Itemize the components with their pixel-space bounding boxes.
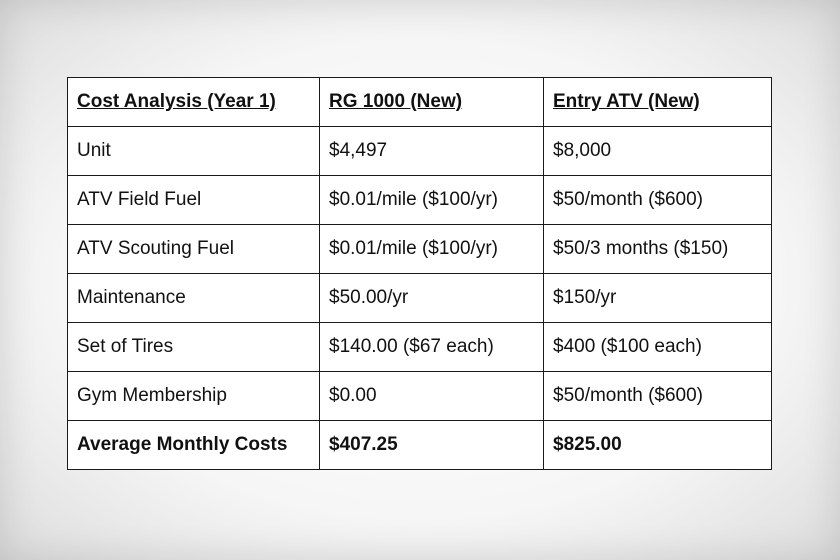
entry-atv-total: $825.00 xyxy=(544,421,772,470)
rg-1000-value: $4,497 xyxy=(320,127,544,176)
rg-1000-value: $140.00 ($67 each) xyxy=(320,323,544,372)
table-header-row xyxy=(68,78,772,127)
rg-1000-value: $0.01/mile ($100/yr) xyxy=(320,176,544,225)
row-label: Maintenance xyxy=(68,274,320,323)
table-row xyxy=(68,372,772,421)
table-row xyxy=(68,274,772,323)
row-label: Gym Membership xyxy=(68,372,320,421)
rg-1000-value: $0.01/mile ($100/yr) xyxy=(320,225,544,274)
header-cost-analysis: Cost Analysis (Year 1) xyxy=(68,78,320,127)
row-label: ATV Field Fuel xyxy=(68,176,320,225)
cost-analysis-table xyxy=(67,77,772,470)
entry-atv-value: $150/yr xyxy=(544,274,772,323)
total-label: Average Monthly Costs xyxy=(68,421,320,470)
entry-atv-value: $8,000 xyxy=(544,127,772,176)
entry-atv-value: $50/month ($600) xyxy=(544,372,772,421)
header-entry-atv: Entry ATV (New) xyxy=(544,78,772,127)
rg-1000-value: $50.00/yr xyxy=(320,274,544,323)
table-row xyxy=(68,323,772,372)
table-total-row xyxy=(68,421,772,470)
row-label: Set of Tires xyxy=(68,323,320,372)
entry-atv-value: $50/month ($600) xyxy=(544,176,772,225)
table-row xyxy=(68,176,772,225)
row-label: Unit xyxy=(68,127,320,176)
entry-atv-value: $50/3 months ($150) xyxy=(544,225,772,274)
table-row xyxy=(68,225,772,274)
rg-1000-total: $407.25 xyxy=(320,421,544,470)
row-label: ATV Scouting Fuel xyxy=(68,225,320,274)
rg-1000-value: $0.00 xyxy=(320,372,544,421)
table-row xyxy=(68,127,772,176)
entry-atv-value: $400 ($100 each) xyxy=(544,323,772,372)
header-rg-1000: RG 1000 (New) xyxy=(320,78,544,127)
